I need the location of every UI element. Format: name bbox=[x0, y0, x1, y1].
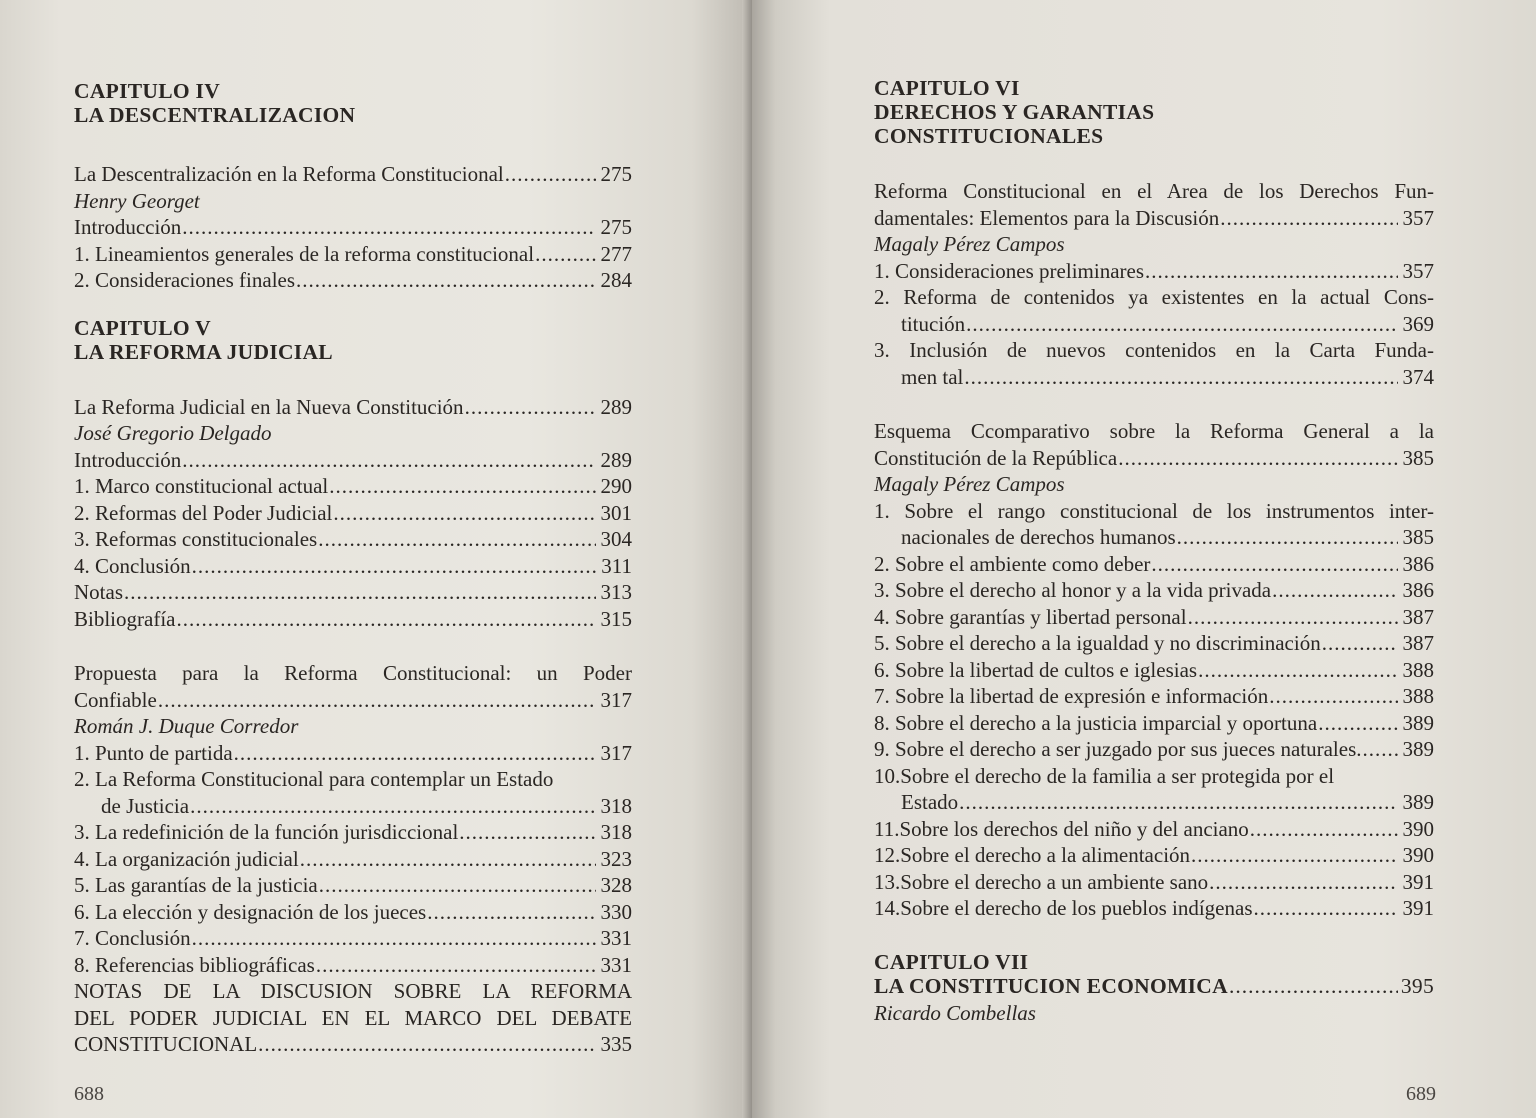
chapter-7-heading bbox=[874, 950, 1434, 974]
toc-entry[interactable] bbox=[74, 553, 632, 580]
toc-entry-text: Introducción bbox=[74, 215, 182, 239]
toc-page-number: 277 bbox=[600, 241, 632, 266]
toc-entry-text: Notas bbox=[74, 580, 123, 604]
toc-entry-text: men tal bbox=[901, 364, 964, 389]
right-page bbox=[752, 0, 1536, 1118]
toc-entry-text: 7. Sobre la libertad de expresión e información bbox=[874, 684, 1269, 708]
page-number: 688 bbox=[74, 1083, 104, 1105]
article-author: Henry Georget bbox=[74, 188, 200, 213]
toc-entry-line: 3. Inclusión de nuevos contenidos en la Carta Funda- bbox=[874, 338, 1434, 362]
left-toc-column bbox=[74, 79, 632, 1058]
toc-page-number: 390 bbox=[1402, 843, 1434, 867]
toc-entry-text: 4. La organización judicial bbox=[74, 846, 299, 871]
toc-article-title-line: Reforma Constitucional en el Area de los Derechos Fun- bbox=[874, 179, 1434, 203]
toc-page-number: 391 bbox=[1402, 896, 1434, 920]
toc-entry-text: CONSTITUCIONAL bbox=[74, 1032, 258, 1056]
toc-article-title[interactable] bbox=[74, 161, 632, 188]
toc-page-number: 284 bbox=[600, 268, 632, 292]
toc-entry-text: 6. Sobre la libertad de cultos e iglesias bbox=[874, 657, 1198, 682]
toc-entry[interactable] bbox=[874, 551, 1434, 578]
toc-entry[interactable] bbox=[874, 816, 1434, 843]
toc-page-number: 318 bbox=[600, 793, 632, 818]
toc-page-number: 395 bbox=[1400, 973, 1434, 998]
toc-entry-line: 2. Reforma de contenidos ya existentes en la actual Cons- bbox=[874, 285, 1434, 309]
toc-article-title[interactable] bbox=[74, 394, 632, 421]
toc-entry[interactable] bbox=[74, 819, 632, 846]
toc-entry-text: titución bbox=[901, 311, 966, 336]
article-author: José Gregorio Delgado bbox=[74, 421, 272, 445]
toc-page-number: 289 bbox=[600, 447, 632, 472]
toc-entry-list bbox=[74, 819, 632, 978]
chapter-5-number: CAPITULO V bbox=[74, 315, 211, 340]
toc-entry-text: 13.Sobre el derecho a un ambiente sano bbox=[874, 869, 1209, 894]
toc-page-number: 385 bbox=[1402, 525, 1434, 549]
toc-entry-text: 5. Sobre el derecho a la igualdad y no discriminación bbox=[874, 631, 1321, 655]
toc-entry-text: 14.Sobre el derecho de los pueblos indígenas bbox=[874, 896, 1253, 920]
toc-entry-text: 9. Sobre el derecho a ser juzgado por sus jueces naturales. bbox=[874, 737, 1362, 761]
toc-entry-text: La Descentralización en la Reforma Constitucional bbox=[74, 162, 504, 186]
toc-entry-text: 1. Lineamientos generales de la reforma constitucional bbox=[74, 241, 535, 266]
toc-article-title[interactable] bbox=[74, 687, 632, 714]
chapter-5-heading bbox=[74, 316, 632, 364]
toc-entry-text: 3. Sobre el derecho al honor y a la vida privada bbox=[874, 578, 1272, 602]
toc-page-number: 313 bbox=[600, 580, 632, 604]
toc-entry-text: 1. Marco constitucional actual bbox=[74, 474, 329, 498]
toc-page-number: 389 bbox=[1402, 737, 1434, 761]
toc-entry-list bbox=[874, 816, 1434, 922]
toc-entry[interactable] bbox=[74, 793, 632, 820]
toc-entry-list bbox=[874, 551, 1434, 763]
toc-entry[interactable] bbox=[74, 872, 632, 899]
chapter-6-title: CONSTITUCIONALES bbox=[874, 124, 1104, 148]
toc-entry[interactable] bbox=[74, 952, 632, 979]
toc-entry-text: 12.Sobre el derecho a la alimentación bbox=[874, 843, 1191, 867]
toc-entry[interactable] bbox=[874, 789, 1434, 816]
toc-entry-text: 3. Reformas constitucionales bbox=[74, 527, 318, 551]
toc-entry-text: 1. Punto de partida bbox=[74, 740, 233, 765]
toc-page-number: 357 bbox=[1402, 258, 1434, 283]
article-author: Ricardo Combellas bbox=[874, 1000, 1036, 1025]
toc-page-number: 289 bbox=[600, 394, 632, 419]
toc-entry[interactable] bbox=[874, 869, 1434, 896]
toc-page-number: 315 bbox=[600, 606, 632, 631]
article-author: Magaly Pérez Campos bbox=[874, 472, 1065, 496]
article-author: Magaly Pérez Campos bbox=[874, 232, 1065, 256]
toc-entry-text: 4. Sobre garantías y libertad personal bbox=[874, 604, 1187, 629]
toc-entry[interactable] bbox=[74, 473, 632, 500]
toc-page-number: 335 bbox=[600, 1032, 632, 1056]
toc-article-title[interactable] bbox=[874, 445, 1434, 472]
toc-entry[interactable] bbox=[874, 895, 1434, 922]
toc-page-number: 387 bbox=[1402, 631, 1434, 655]
toc-page-number: 386 bbox=[1402, 551, 1434, 576]
toc-page-number: 389 bbox=[1402, 710, 1434, 735]
toc-page-number: 318 bbox=[600, 820, 632, 844]
toc-entry-line: 1. Sobre el rango constitucional de los instrumentos inter- bbox=[874, 498, 1434, 523]
toc-page-number: 369 bbox=[1402, 311, 1434, 336]
chapter-4-title: LA DESCENTRALIZACION bbox=[74, 103, 356, 127]
toc-entry[interactable] bbox=[74, 447, 632, 474]
toc-entry[interactable] bbox=[874, 604, 1434, 631]
article-author: Román J. Duque Corredor bbox=[74, 714, 299, 738]
toc-entry-text: 5. Las garantías de la justicia bbox=[74, 873, 318, 897]
toc-page-number: 387 bbox=[1402, 604, 1434, 629]
toc-page-number: 331 bbox=[600, 926, 632, 950]
toc-entry-text: 1. Consideraciones preliminares bbox=[874, 258, 1145, 283]
chapter-7-title: LA CONSTITUCION ECONOMICA bbox=[874, 973, 1228, 998]
toc-entry[interactable] bbox=[74, 899, 632, 926]
chapter-4-number: CAPITULO IV bbox=[74, 79, 221, 103]
toc-page-number: 290 bbox=[600, 474, 632, 498]
notes-title-line: DEL PODER JUDICIAL EN EL MARCO DEL DEBATE bbox=[74, 1005, 632, 1030]
toc-chapter-entry[interactable] bbox=[874, 974, 1434, 998]
toc-entry[interactable] bbox=[74, 526, 632, 553]
toc-page-number: 388 bbox=[1402, 657, 1434, 682]
toc-entry[interactable] bbox=[874, 736, 1434, 763]
toc-entry[interactable] bbox=[74, 740, 632, 767]
right-toc-column bbox=[874, 76, 1434, 1026]
page-number: 689 bbox=[1406, 1083, 1436, 1105]
toc-page-number: 374 bbox=[1402, 364, 1434, 389]
toc-entry-text: 3. La redefinición de la función jurisdiccional bbox=[74, 820, 459, 844]
toc-entry-text: Confiable bbox=[74, 687, 157, 712]
toc-entry[interactable] bbox=[874, 683, 1434, 710]
toc-entry-list bbox=[74, 447, 632, 633]
toc-entry[interactable] bbox=[74, 1031, 632, 1058]
toc-page-number: 323 bbox=[600, 846, 632, 871]
toc-entry[interactable] bbox=[74, 500, 632, 527]
toc-entry-text: de Justicia bbox=[101, 793, 190, 818]
toc-entry-text: Introducción bbox=[74, 447, 182, 472]
toc-entry[interactable] bbox=[74, 267, 632, 294]
toc-entry[interactable] bbox=[74, 925, 632, 952]
toc-entry-text: damentales: Elementos para la Discusión bbox=[874, 205, 1220, 230]
toc-entry-text: Bibliografía bbox=[74, 606, 176, 631]
toc-article-title[interactable] bbox=[874, 205, 1434, 232]
toc-entry-line: 2. La Reforma Constitucional para contemplar un Estado bbox=[74, 767, 554, 791]
toc-entry[interactable] bbox=[874, 577, 1434, 604]
chapter-7-number: CAPITULO VII bbox=[874, 949, 1029, 974]
toc-page-number: 386 bbox=[1402, 578, 1434, 602]
toc-page-number: 388 bbox=[1402, 684, 1434, 708]
toc-entry-line: 10.Sobre el derecho de la familia a ser protegida por el bbox=[874, 763, 1335, 788]
toc-entry-list bbox=[74, 214, 632, 294]
toc-entry[interactable] bbox=[74, 214, 632, 241]
notes-title-line: NOTAS DE LA DISCUSION SOBRE LA REFORMA bbox=[74, 979, 632, 1003]
toc-page-number: 389 bbox=[1402, 790, 1434, 814]
toc-page-number: 391 bbox=[1402, 869, 1434, 894]
chapter-6-title: DERECHOS Y GARANTIAS bbox=[874, 100, 1155, 124]
toc-article-title-line: Esquema Ccomparativo sobre la Reforma General a la bbox=[874, 419, 1434, 443]
toc-entry[interactable] bbox=[74, 579, 632, 606]
toc-entry[interactable] bbox=[874, 258, 1434, 285]
toc-entry[interactable] bbox=[74, 606, 632, 633]
toc-entry-text: 11.Sobre los derechos del niño y del anciano bbox=[874, 816, 1249, 841]
toc-article-title-line: Propuesta para la Reforma Constitucional: un Poder bbox=[74, 661, 632, 685]
toc-page-number: 330 bbox=[600, 899, 632, 924]
toc-entry[interactable] bbox=[874, 657, 1434, 684]
toc-entry-text: Constitución de la República bbox=[874, 445, 1118, 470]
toc-entry-text: La Reforma Judicial en la Nueva Constitución bbox=[74, 394, 464, 419]
chapter-5-title: LA REFORMA JUDICIAL bbox=[74, 339, 333, 364]
toc-entry[interactable] bbox=[874, 842, 1434, 869]
toc-entry-text: nacionales de derechos humanos bbox=[901, 525, 1176, 549]
left-page bbox=[0, 0, 752, 1118]
toc-page-number: 275 bbox=[600, 162, 632, 186]
toc-entry-text: 6. La elección y designación de los jueces bbox=[74, 899, 427, 924]
toc-entry-text: 7. Conclusión bbox=[74, 926, 191, 950]
toc-page-number: 328 bbox=[600, 873, 632, 897]
toc-page-number: 317 bbox=[600, 740, 632, 765]
toc-page-number: 357 bbox=[1402, 205, 1434, 230]
toc-page-number: 390 bbox=[1402, 816, 1434, 841]
toc-page-number: 304 bbox=[600, 527, 632, 551]
toc-entry-text: 8. Sobre el derecho a la justicia imparcial y oportuna bbox=[874, 710, 1318, 735]
toc-entry-text: 2. Sobre el ambiente como deber bbox=[874, 551, 1151, 576]
toc-page-number: 301 bbox=[600, 500, 632, 525]
toc-page-number: 317 bbox=[600, 687, 632, 712]
toc-entry[interactable] bbox=[874, 364, 1434, 391]
toc-entry-text: 4. Conclusión bbox=[74, 553, 191, 578]
toc-entry[interactable] bbox=[874, 524, 1434, 551]
toc-entry[interactable] bbox=[874, 311, 1434, 338]
toc-page-number: 331 bbox=[600, 952, 632, 977]
toc-page-number: 275 bbox=[600, 215, 632, 239]
toc-entry[interactable] bbox=[74, 241, 632, 268]
toc-page-number: 385 bbox=[1402, 445, 1434, 470]
toc-page-number: 311 bbox=[601, 553, 632, 578]
toc-entry-text: 2. Reformas del Poder Judicial bbox=[74, 500, 333, 525]
toc-entry[interactable] bbox=[874, 630, 1434, 657]
toc-entry-text: 2. Consideraciones finales bbox=[74, 268, 296, 292]
toc-entry-text: Estado bbox=[901, 790, 959, 814]
toc-entry[interactable] bbox=[74, 846, 632, 873]
toc-entry[interactable] bbox=[874, 710, 1434, 737]
toc-entry-text: 8. Referencias bibliográficas bbox=[74, 952, 315, 977]
chapter-6-number: CAPITULO VI bbox=[874, 76, 1020, 100]
chapter-4-heading bbox=[74, 79, 632, 127]
chapter-6-heading bbox=[874, 76, 1434, 148]
